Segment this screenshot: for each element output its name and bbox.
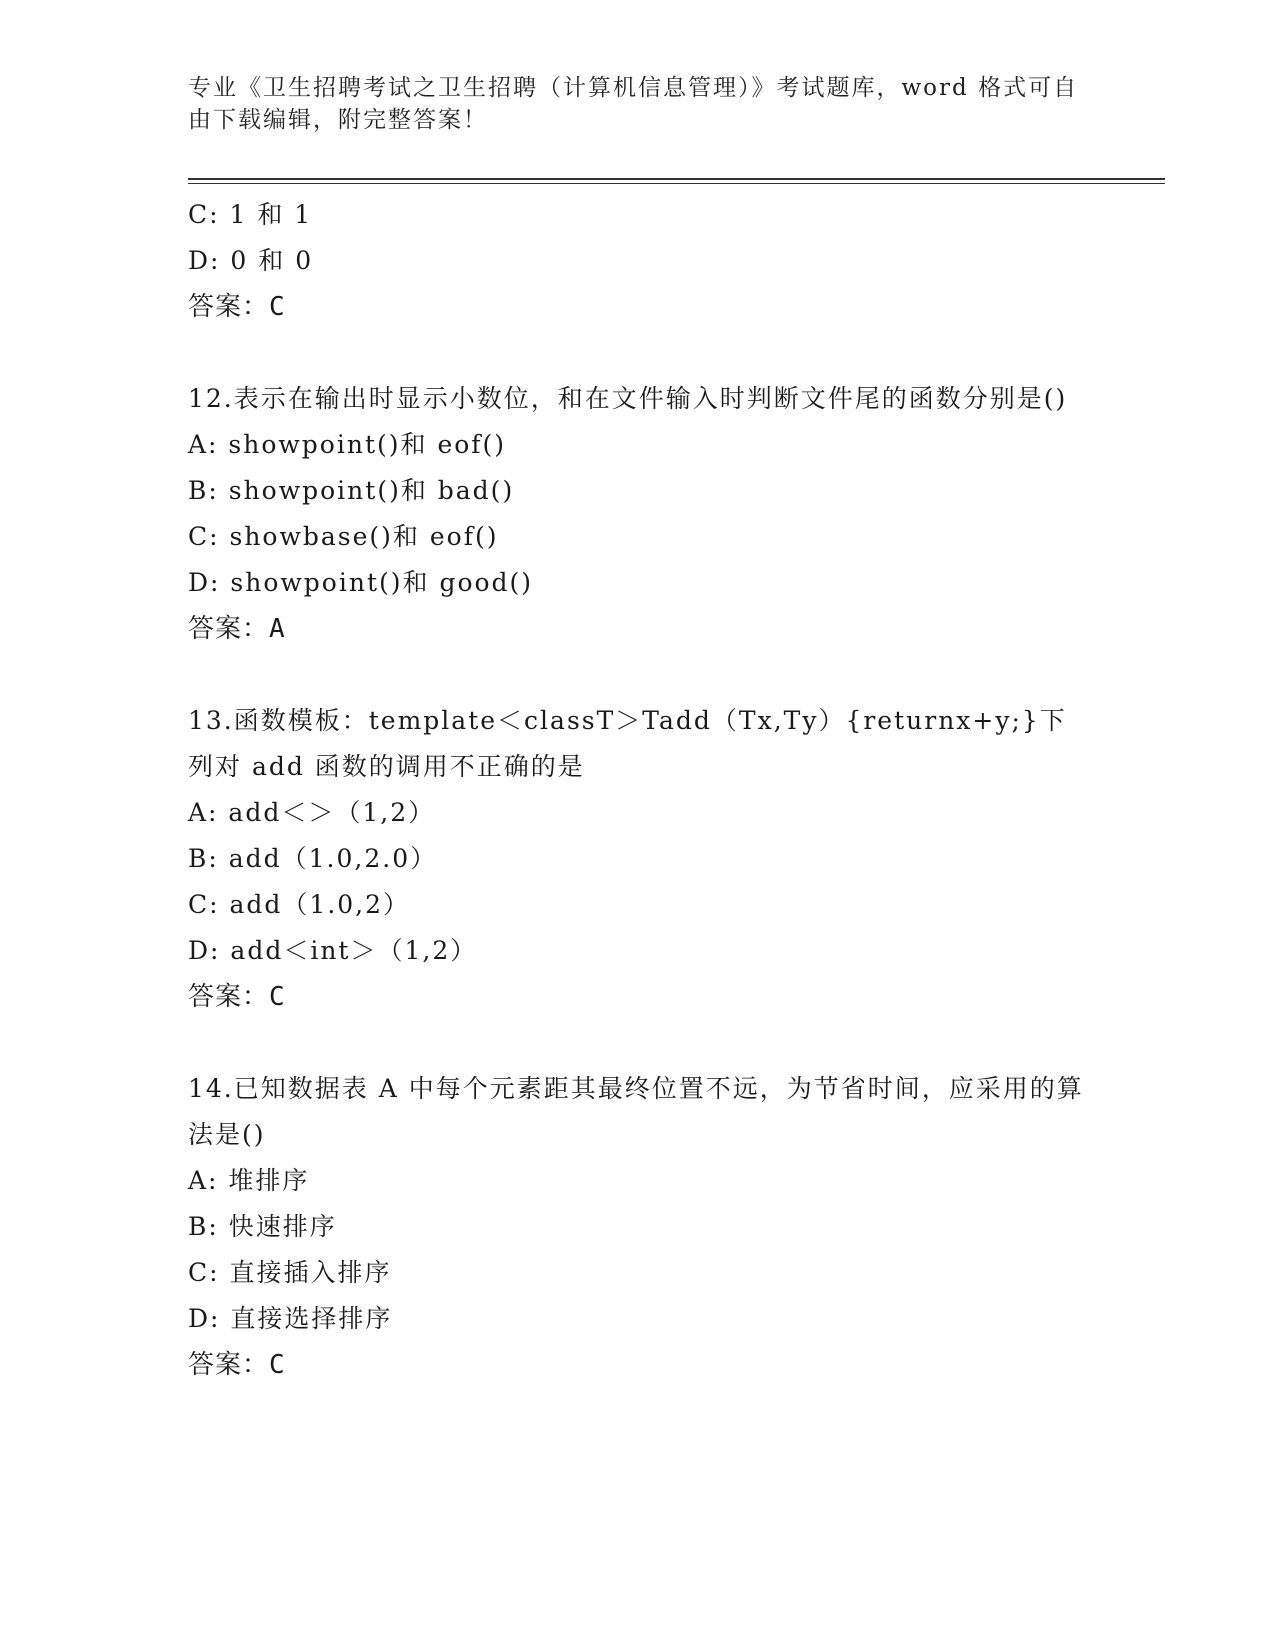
option-c: C: add（1.0,2） <box>188 890 411 919</box>
header-rule-thick <box>188 178 1165 180</box>
option-a: A: showpoint()和 eof() <box>188 430 507 459</box>
option-b: B: add（1.0,2.0） <box>188 844 438 873</box>
answer-line: 答案：A <box>188 614 286 644</box>
answer-line: 答案：C <box>188 1350 286 1380</box>
question-14 <box>188 1066 1088 1388</box>
header-rule-thin <box>188 183 1165 184</box>
question-11-tail <box>188 192 1088 330</box>
option-b: B: 快速排序 <box>188 1212 337 1241</box>
option-d: D: showpoint()和 good() <box>188 568 534 597</box>
question-stem: 12.表示在输出时显示小数位，和在文件输入时判断文件尾的函数分别是() <box>188 384 1068 413</box>
question-13 <box>188 698 1088 1020</box>
question-list <box>188 192 1088 1388</box>
question-12 <box>188 376 1088 652</box>
question-stem: 13.函数模板：template＜classT＞Tadd（Tx,Ty）{returnx+y;}下列对 add 函数的调用不正确的是 <box>188 706 1067 781</box>
answer-line: 答案：C <box>188 982 286 1012</box>
option-d: D: 直接选择排序 <box>188 1304 393 1333</box>
option-c: C: 1 和 1 <box>188 200 313 229</box>
option-c: C: showbase()和 eof() <box>188 522 499 551</box>
option-a: A: 堆排序 <box>188 1166 310 1195</box>
option-a: A: add＜＞（1,2） <box>188 798 436 827</box>
question-stem: 14.已知数据表 A 中每个元素距其最终位置不远，为节省时间，应采用的算法是() <box>188 1074 1084 1149</box>
answer-line: 答案：C <box>188 292 286 322</box>
document-header: 专业《卫生招聘考试之卫生招聘（计算机信息管理）》考试题库，word 格式可自由下载编辑，附完整答案！ <box>188 75 1079 133</box>
option-d: D: add＜int＞（1,2） <box>188 936 478 965</box>
option-c: C: 直接插入排序 <box>188 1258 392 1287</box>
option-d: D: 0 和 0 <box>188 246 314 275</box>
option-b: B: showpoint()和 bad() <box>188 476 515 505</box>
